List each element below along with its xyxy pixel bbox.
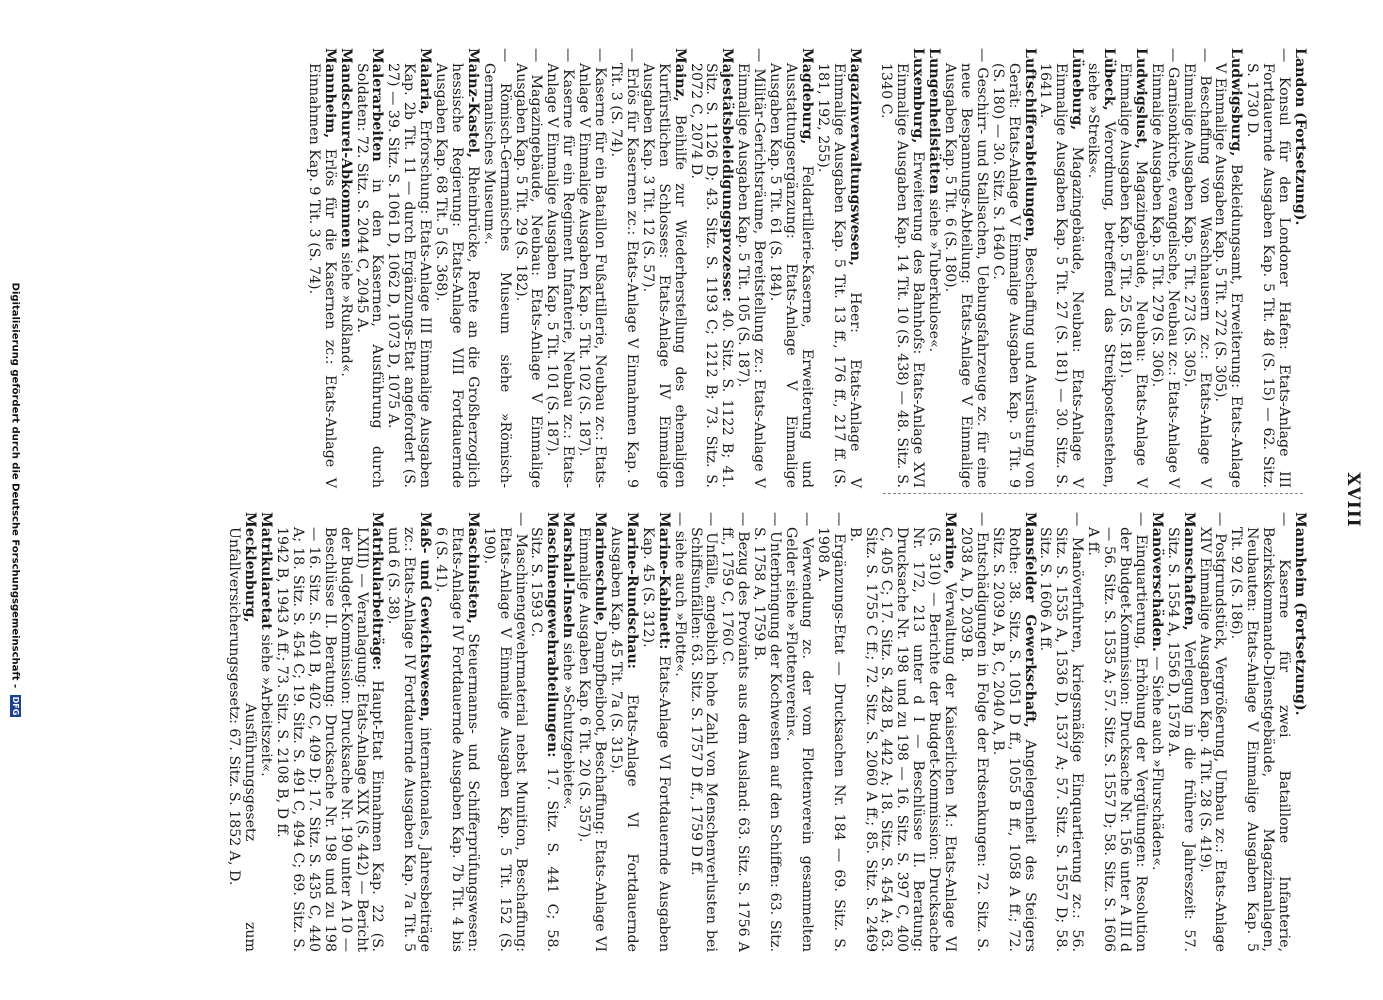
entry-text: — Unterbringung der Kochwesten auf den Schiffen: 63. Sitz. S. 1758 A, 1759 B.: [751, 512, 784, 952]
index-entry: [575, 512, 607, 952]
index-entry: [1148, 48, 1180, 488]
entry-text: siehe »Rußland«.: [337, 252, 354, 377]
entry-text: — siehe auch »Flotte«.: [671, 512, 688, 677]
entry-text: — Manöverfuhren, kriegsmäßige Einquartierung zc.: 56. Sitz. S. 1535 A, 1536 D, 1537 A; 57. Sitz. S. 1557 D; 58. Sitz. S. 1606 A ff.: [1037, 512, 1086, 952]
index-entry: [734, 48, 766, 488]
entry-text: 17. Sitz. S. 441 C; 58. Sitz. S. 1593 C.: [528, 527, 561, 952]
index-entry: [480, 48, 512, 488]
entry-headword: Mannschaften,: [1180, 512, 1197, 631]
index-entry: [257, 512, 273, 952]
entry-text: — Postgrundstück, Vergrößerung, Umbau zc.: Etats-Anlage XIV Einmalige Ausgaben Kap. 4 Tit. 28 (S. 419).: [1196, 512, 1229, 952]
index-entry: [432, 512, 480, 952]
index-entry: [718, 512, 750, 952]
page-number: XVIII: [1343, 472, 1363, 528]
entry-text: — Kaserne für ein Bataillon Fußartillerie, Neubau zc.: Etats-Anlage V Einmalige Ausgaben Kap. 5 Tit. 102 (S. 187).: [576, 48, 609, 488]
index-entry: [814, 512, 846, 952]
index-entry: [1196, 512, 1228, 952]
entry-headword: Matrikularbeiträge:: [369, 512, 386, 671]
entry-text: — Bezug des Proviants aus dem Ausland: 63. Sitz. S. 1756 A ff., 1759 C, 1760 C.: [719, 512, 752, 952]
entry-headword: Marshall-Inseln: [560, 512, 577, 639]
entry-headword: Magazinverwaltungswesen,: [846, 48, 863, 266]
index-entry: [1037, 512, 1085, 952]
entry-text: Beschaffung und Ausrüstung von Gerät: Etats-Anlage V Einmalige Ausgaben Kap. 5 Tit. 9 (S. 180) — 30. Sitz. S. 1640 C.: [989, 63, 1038, 488]
entry-text: — Römisch-Germanisches Museum siehe »Römisch-Germanisches Museum«.: [480, 48, 513, 488]
index-entry: [1164, 512, 1196, 952]
entry-text: — Beschaffung von Waschhausern zc.: Etats-Anlage V Einmalige Ausgaben Kap. 5 Tit. 273 (S. 305).: [1180, 48, 1213, 488]
entry-text: Bekleidungsamt, Erweiterung: Etats-Anlage V Einmalige Ausgaben Kap. 5 Tit. 272 (S. 305).: [1212, 63, 1245, 488]
entry-text: Feldartillerie-Kaserne, Erweiterung und Ausstattungsergänzung: Etats-Anlage V Einmalige Ausgaben Kap. 5 Tit. 61 (S. 184).: [767, 63, 815, 488]
entry-text: Angelegenheit des Steigers Rothe: 38. Sitz. S. 1051 D ff., 1055 B ff., 1058 A ff.; 72. Sitz. S. 2039 A, B, C, 2040 A, B.: [989, 527, 1038, 952]
entry-text: Magazingebäude, Neubau: Etats-Anlage V Einmalige Ausgaben Kap. 5 Tit. 25 (S. 181).: [1117, 63, 1149, 488]
index-entry: [528, 512, 560, 952]
entry-headword: Luftschifferabteilungen,: [1021, 48, 1038, 242]
index-entry: [559, 512, 575, 952]
entry-text: Verwaltung der Kaiserlichen M.: Etats-Anlage VI (S. 310) — Berichte der Budget-Kommission: Drucksache Nr. 172, 213 unter d I — Beschlüsse II. Beratung: Drucksache Nr. 198 und zu 198 — 16. Sitz. S. 397 C, 400 C, 405 C; 17. Sitz. S. 428 B, 442 A; 18. Sitz. S. 454 A; 63. Sitz. S. 1755 C ff.; 72. Sitz. S. 2060 A ff.; 85. Sitz. S. 2469 B.: [846, 527, 959, 952]
index-entry: [1227, 512, 1291, 952]
entry-text: Verlegung in die frühere Jahreszeit: 57. Sitz. S. 1554 A, 1556 D, 1578 A.: [1164, 527, 1197, 952]
index-entry: [1084, 512, 1148, 952]
entry-text: — Kaserne für zwei Bataillone Infanterie, Bezirkskommando-Dienstgebäude, Magazinanlagen, Neubauten: Etats-Anlage V Einmalige Ausgaben Kap. 5 Tit. 92 (S. 186).: [1228, 512, 1293, 952]
index-entry: [878, 48, 926, 488]
index-entry: [1084, 48, 1116, 488]
entry-text: internationales, Jahresbeiträge zc.: Etats-Anlage IV Fortdauernde Ausgaben Kap. 7a Tit. 5 und 6 (S. 38).: [385, 527, 434, 952]
entry-headword: Malaria,: [417, 48, 434, 115]
entry-text: — Unfälle, angeblich hohe Zahl von Menschenverlusten bei Schiffsunfällen: 63. Sitz. S. 1757 D ff., 1759 D ff.: [687, 512, 720, 952]
entry-headword: Lübeck,: [1101, 48, 1118, 111]
index-entry: [639, 48, 687, 488]
entry-headword: Malerarbeiten: [369, 48, 386, 162]
entry-headword: Manöverschäden.: [1148, 512, 1165, 652]
entry-headword: Majestätsbeleidigungsprozesse:: [719, 48, 736, 303]
entry-text: Erlös für die Kasernen zc.: Etats-Anlage V Einnahmen Kap. 9 Tit. 3 (S. 74).: [305, 63, 338, 488]
entry-text: — Verwendung zc. der vom Flottenverein gesammelten Gelder siehe »Flottenverein«.: [783, 512, 815, 952]
index-entry: [575, 48, 607, 488]
digitization-credit: [10, 0, 22, 1000]
entry-headword: Ludwigslust,: [1132, 48, 1149, 149]
entry-text: Steuermanns- und Schifferprüfungswesen: Etats-Anlage IV Fortdauernde Ausgaben Kap. 7b Tit. 4 bis 6 (S. 41).: [433, 527, 481, 952]
entry-text: — Ergänzungs-Etat — Drucksachen Nr. 184 — 69. Sitz. S. 1908 A.: [814, 512, 847, 952]
index-entry: [989, 512, 1037, 952]
entry-text: Magazingebäude, Neubau: Etats-Anlage V Einmalige Ausgaben Kap. 5 Tit. 27 (S. 181) — 30. Sitz. S. 1641 A.: [1037, 63, 1086, 488]
entry-headword: Maschinengewehrabteilungen:: [544, 512, 561, 758]
index-entry: [1291, 512, 1307, 952]
entry-text: — Einquartierung, Erhöhung der Vergütungen: Resolution der Budget-Kommission: Drucksache Nr. 156 unter A III d — 56. Sitz. S. 1535 A; 57. Sitz. S. 1557 D; 58. Sitz. S. 1606 A ff.: [1085, 512, 1149, 952]
entry-text: Ausführungsgesetz zum Unfallversicherungsgesetz: 67. Sitz. S. 1852 A, D.: [226, 527, 259, 953]
entry-text: Dampfbeiboot, Beschaffung: Etats-Anlage VI Einmalige Ausgaben Kap. 6 Tit. 20 (S. 357).: [576, 527, 609, 952]
index-entry: [1243, 48, 1291, 488]
index-entry: [305, 48, 337, 488]
index-entry: [1291, 48, 1307, 488]
entry-text: — Siehe auch »Flurschäden«.: [1148, 656, 1165, 871]
index-entry: [480, 512, 528, 952]
entry-text: — Kaserne für ein Regiment Infanterie, Neubau zc.: Etats-Anlage V Einmalige Ausgaben Kap. 5 Tit. 101 (S. 187).: [544, 48, 577, 488]
index-entry: [766, 48, 814, 488]
index-entry: [273, 512, 384, 952]
entry-text: — Maschinengewehrmaterial nebst Munition, Beschaffung: Etats-Anlage V Einmalige Ausgaben Kap. 5 Tit. 152 (S. 190).: [480, 512, 529, 952]
entry-headword: Mainz-Kastel,: [464, 48, 481, 158]
entry-text: siehe »Tuberkulose«.: [926, 198, 943, 353]
entry-text: — Garnisonkirche, evangelische, Neubau zc.: Etats-Anlage V Einmalige Ausgaben Kap. 5 Tit. 279 (S. 306).: [1148, 48, 1181, 488]
index-entry: [1037, 48, 1085, 488]
entry-headword: Matrikularetat: [258, 512, 275, 630]
index-entry: [957, 512, 989, 952]
entry-text: siehe »Arbeitszeit«.: [258, 634, 275, 777]
right-column: [225, 512, 1307, 952]
index-entry: [639, 512, 671, 952]
entry-text: Etats-Anlage VI Fortdauernde Ausgaben Kap. 45 Tit. 7a (S. 315).: [608, 527, 640, 952]
entry-headword: Marine-Rundschau:: [623, 512, 640, 670]
entry-headword: Lungenheilstätten: [926, 48, 943, 195]
entry-text: Erweiterung des Bahnhofs: Etats-Anlage XVI Einmalige Ausgaben Kap. 14 Tit. 10 (S. 438) — 48. Sitz. S. 1340 C.: [878, 63, 927, 489]
index-entry: [544, 48, 576, 488]
index-entry: [225, 512, 257, 952]
index-entry: [989, 48, 1037, 488]
index-entry: [1148, 512, 1164, 952]
index-entry: [607, 512, 639, 952]
entry-headword: Lüneburg,: [1069, 48, 1086, 131]
entry-headword: Maß- und Gewichtswesen,: [417, 512, 434, 722]
entry-headword: Marine-Kabinett:: [655, 512, 672, 650]
entry-headword: Maschinisten,: [464, 512, 481, 624]
entry-headword: Magdeburg,: [798, 48, 815, 145]
entry-headword: Marineschule,: [592, 512, 609, 626]
entry-headword: Luxemburg,: [910, 48, 927, 144]
index-entry: [353, 48, 385, 488]
index-entry: [384, 48, 432, 488]
index-entry: [1116, 48, 1148, 488]
entry-headword: Marine,: [942, 512, 959, 575]
entry-headword: Mannheim (Fortsetzung).: [1292, 512, 1308, 716]
index-entry: [337, 48, 353, 488]
entry-headword: Landon (Fortsetzung).: [1292, 48, 1308, 226]
entry-text: — Magazingebäude, Neubau: Etats-Anlage V Einmalige Ausgaben Kap. 5 Tit. 29 (S. 182).: [512, 48, 545, 488]
entry-headword: Mecklenburg,: [242, 512, 259, 623]
index-entry: [687, 512, 719, 952]
entry-headword: Mansfelder Gewerkschaft,: [1021, 512, 1038, 728]
entry-text: 40. Sitz. S. 1122 B; 41. Sitz. S. 1126 D; 43. Sitz. S. 1193 C; 1212 B; 73. Sitz. S. 2072 C, 2074 D.: [687, 63, 736, 488]
credit-text: Digitalisierung gefördert durch die Deutsche Forschungsgemeinschaft -: [9, 282, 21, 689]
entry-text: Heer: Etats-Anlage V Einmalige Ausgaben Kap. 5 Tit. 13 ff., 176 ff., 217 ff. (S. 181, 192, 255).: [814, 63, 863, 488]
index-entry: [1180, 48, 1212, 488]
index-entry: [384, 512, 432, 952]
index-entry: [512, 48, 544, 488]
entry-text: Verordnung, betreffend das Streikpostenstehen, siehe »Streiks«.: [1085, 63, 1118, 488]
entry-text: Etats-Anlage VI Fortdauernde Ausgaben Kap. 45 (S. 312).: [639, 527, 672, 952]
entry-text: — Geschirr- und Stallsachen, Uebungsfahrzeuge zc. für eine neue Bespannungs-Abteilung: Etats-Anlage V Einmalige Ausgaben Kap. 5 Tit. 6 (S. 180).: [942, 48, 990, 488]
index-entry: [862, 48, 878, 488]
entry-text: — Konsul für den Londoner Hafen: Etats-Anlage III Fortdauernde Ausgaben Kap. 5 Tit. 48 (S. 15) — 62. Sitz. S. 1730 D.: [1244, 48, 1293, 488]
entry-text: — Militär-Gerichtsräume, Bereitstellung zc.: Etats-Anlage V Einmalige Ausgaben Kap. 5 Tit. 105 (S. 187).: [735, 48, 768, 488]
entry-headword: Ludwigsburg,: [1228, 48, 1245, 157]
index-entry: [814, 48, 862, 488]
entry-text: — Entschädigungen in Folge der Erdsenkungen: 72. Sitz. S. 2038 A, D, 2039 B.: [957, 512, 990, 952]
entry-text: Erforschung: Etats-Anlage III Einmalige Ausgaben Kap. 2b Tit. 11 — durch Ergänzungs-Etat angefordert (S. 27) — 39. Sitz. S. 1061 D, 1062 D, 1073 D, 1075 A.: [385, 63, 434, 488]
entry-headword: Mandschurei-Abkommen: [337, 48, 354, 248]
index-entry: [432, 48, 480, 488]
index-entry: [925, 48, 941, 488]
dfg-logo-icon: DFG: [11, 696, 20, 716]
index-entry: [846, 512, 957, 952]
entry-headword: Mannheim,: [321, 48, 338, 139]
index-entry: [671, 512, 687, 952]
index-entry: [941, 48, 989, 488]
entry-text: Haupt-Etat Einnahmen Kap. 22 (S. LXIII) — Veranlagung: Etats-Anlage XIX (S. 442) — Bericht der Budget-Kommission: Drucksache Nr. 190 unter A 10 — Beschlüsse II. Beratung: Drucksache Nr. 198 und zu 198 — 16. Sitz. S. 401 B, 402 C, 409 D; 17. Sitz. S. 435 C, 440 A; 18. Sitz. S. 454 C; 19. Sitz. S. 491 C, 494 C; 69. Sitz. S. 1942 B, 1943 A ff.; 73. Sitz. S. 2108 B, D ff.: [274, 527, 386, 953]
entry-text: siehe »Schutzgebiete«.: [560, 642, 577, 810]
left-column: [305, 48, 1307, 488]
entry-text: Beihilfe zur Wiederherstellung des ehemaligen Kurfürstlichen Schlosses: Etats-Anlage IV Einmalige Ausgaben Kap. 3 Tit. 12 (S. 57).: [639, 63, 688, 488]
index-entry: [607, 48, 639, 488]
entry-headword: Mainz,: [671, 48, 688, 102]
index-entry: [782, 512, 814, 952]
column-divider: [883, 493, 1303, 494]
entry-text: in den Kasernen, Ausführung durch Soldaten: 72. Sitz. S. 2044 C, 2045 A.: [353, 63, 386, 488]
index-entry: [1212, 48, 1244, 488]
index-entry: [687, 48, 735, 488]
entry-text: — Erlös für Kasernen zc.: Etats-Anlage V Einnahmen Kap. 9 Tit. 3 (S. 74).: [608, 48, 640, 488]
index-entry: [750, 512, 782, 952]
entry-text: Rheinbrücke, Rente an die Großherzoglich hessische Regierung: Etats-Anlage VIII Fortdauernde Ausgaben Kap. 68 Tit. 5 (S. 368).: [433, 63, 481, 488]
